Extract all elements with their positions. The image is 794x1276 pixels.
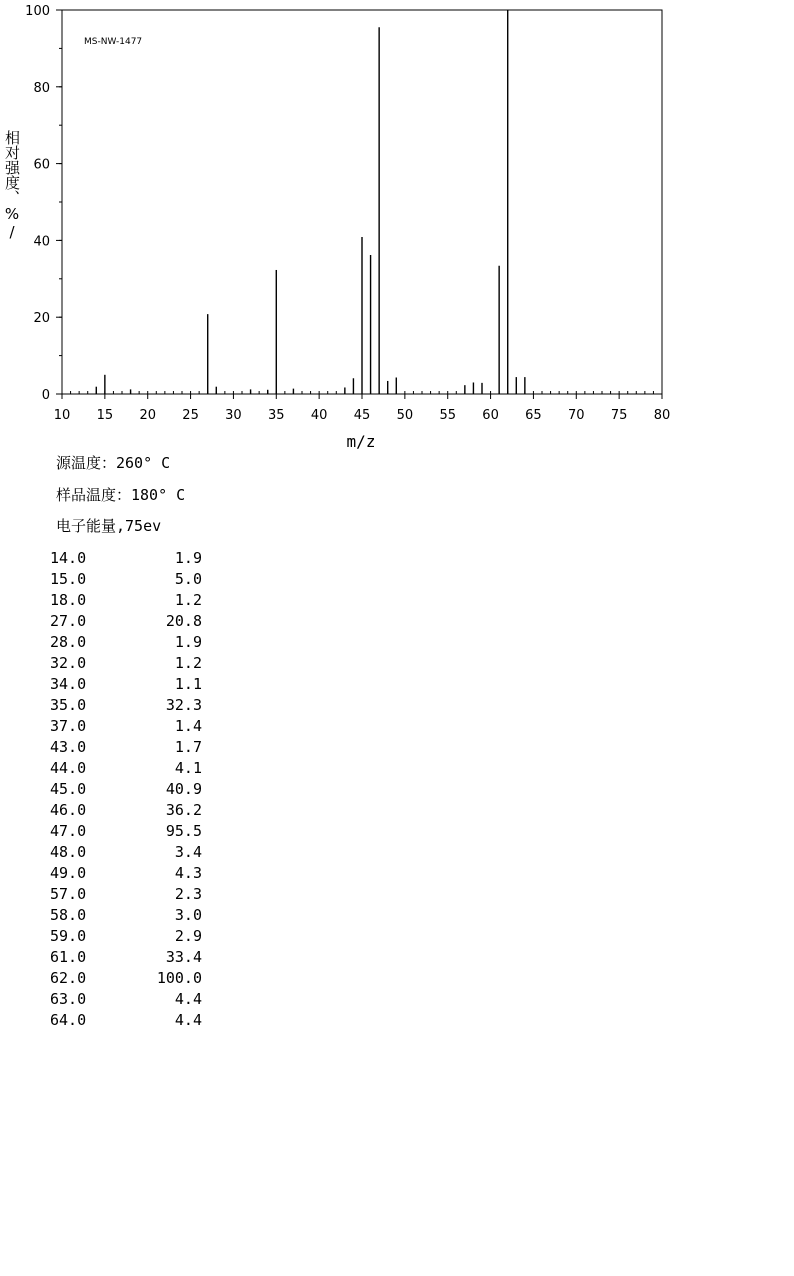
table-row [50, 884, 202, 905]
peak-table [50, 548, 202, 1031]
x-tick-label: 75 [610, 408, 628, 423]
y-axis-label-text: 相对强度、%/ [3, 130, 21, 241]
table-row [50, 548, 202, 569]
peak-abundance: 2.9 [174, 927, 202, 945]
table-row [50, 905, 202, 926]
sample-temperature: 样品温度：180° C [56, 486, 186, 504]
peak-mz: 32.0 [50, 654, 87, 672]
table-row [50, 758, 202, 779]
x-axis-label: m/z [346, 432, 376, 451]
peak-abundance: 33.4 [165, 948, 202, 966]
table-row [50, 947, 202, 968]
peak-mz: 63.0 [50, 990, 87, 1008]
electron-energy: 电子能量,75ev [56, 517, 162, 535]
peak-abundance: 4.1 [174, 759, 202, 777]
table-row [50, 611, 202, 632]
peak-abundance: 95.5 [165, 822, 202, 840]
table-row [50, 779, 202, 800]
x-tick-label: 40 [310, 408, 328, 423]
peak-mz: 62.0 [50, 969, 87, 987]
peak-abundance: 1.2 [174, 654, 202, 672]
table-row [50, 569, 202, 590]
y-tick-label: 60 [33, 157, 50, 173]
peak-mz: 28.0 [50, 633, 87, 651]
peak-mz: 59.0 [50, 927, 87, 945]
table-row [50, 968, 202, 989]
peak-mz: 46.0 [50, 801, 87, 819]
peak-abundance: 1.4 [174, 717, 202, 735]
table-row [50, 1010, 202, 1031]
x-tick-label: 10 [53, 408, 71, 423]
peak-mz: 45.0 [50, 780, 87, 798]
peak-abundance: 3.4 [174, 843, 202, 861]
peak-abundance: 4.3 [174, 864, 202, 882]
y-axis-ticks [25, 4, 62, 403]
table-row [50, 800, 202, 821]
table-row [50, 632, 202, 653]
table-row [50, 653, 202, 674]
x-tick-label: 15 [96, 408, 114, 423]
peak-abundance: 20.8 [165, 612, 202, 630]
peak-abundance: 1.9 [174, 549, 202, 567]
y-tick-label: 40 [33, 234, 50, 250]
peak-mz: 48.0 [50, 843, 87, 861]
peak-mz: 15.0 [50, 570, 87, 588]
peak-mz: 35.0 [50, 696, 87, 714]
peak-abundance: 5.0 [174, 570, 202, 588]
peak-mz: 47.0 [50, 822, 87, 840]
x-tick-label: 80 [653, 408, 671, 423]
x-tick-label: 25 [182, 408, 199, 423]
peak-mz: 57.0 [50, 885, 87, 903]
peak-abundance: 3.0 [174, 906, 202, 924]
peak-mz: 18.0 [50, 591, 87, 609]
y-tick-label: 80 [33, 80, 50, 96]
x-tick-label: 45 [353, 408, 371, 423]
peak-abundance: 1.7 [174, 738, 202, 756]
peak-mz: 14.0 [50, 549, 87, 567]
y-tick-label: 100 [25, 4, 50, 19]
peak-mz: 64.0 [50, 1011, 87, 1029]
peak-mz: 49.0 [50, 864, 87, 882]
x-tick-label: 65 [525, 408, 542, 423]
peak-abundance: 1.1 [174, 675, 202, 693]
source-temperature: 源温度：260° C [56, 454, 171, 472]
peak-mz: 61.0 [50, 948, 87, 966]
peak-abundance: 40.9 [165, 780, 202, 798]
peak-bars [96, 10, 525, 394]
x-tick-label: 55 [439, 408, 456, 423]
x-tick-label: 70 [568, 408, 585, 423]
table-row [50, 989, 202, 1010]
peak-mz: 34.0 [50, 675, 87, 693]
table-row [50, 926, 202, 947]
peak-abundance: 100.0 [156, 969, 202, 987]
peak-abundance: 1.2 [174, 591, 202, 609]
table-row [50, 842, 202, 863]
y-tick-label: 0 [41, 388, 50, 403]
table-row [50, 821, 202, 842]
table-row [50, 716, 202, 737]
peak-mz: 58.0 [50, 906, 87, 924]
chart-title: MS-NW-1477 [84, 37, 143, 47]
x-tick-label: 60 [482, 408, 499, 423]
peak-mz: 43.0 [50, 738, 87, 756]
y-axis-label [3, 130, 21, 241]
table-row [50, 590, 202, 611]
x-tick-label: 50 [396, 408, 414, 423]
table-row [50, 674, 202, 695]
x-tick-label: 20 [139, 408, 156, 423]
y-tick-label: 20 [33, 311, 50, 327]
x-tick-label: 35 [268, 408, 285, 423]
peak-abundance: 2.3 [174, 885, 202, 903]
peak-mz: 27.0 [50, 612, 87, 630]
peak-mz: 37.0 [50, 717, 87, 735]
peak-abundance: 4.4 [174, 1011, 202, 1029]
table-row [50, 863, 202, 884]
table-row [50, 737, 202, 758]
x-axis-ticks [54, 391, 671, 423]
peak-abundance: 36.2 [165, 801, 202, 819]
peak-mz: 44.0 [50, 759, 87, 777]
peak-abundance: 1.9 [174, 633, 202, 651]
mass-spectrum-chart [0, 0, 794, 460]
x-tick-label: 30 [225, 408, 242, 423]
peak-abundance: 4.4 [174, 990, 202, 1008]
table-row [50, 695, 202, 716]
peak-abundance: 32.3 [165, 696, 202, 714]
